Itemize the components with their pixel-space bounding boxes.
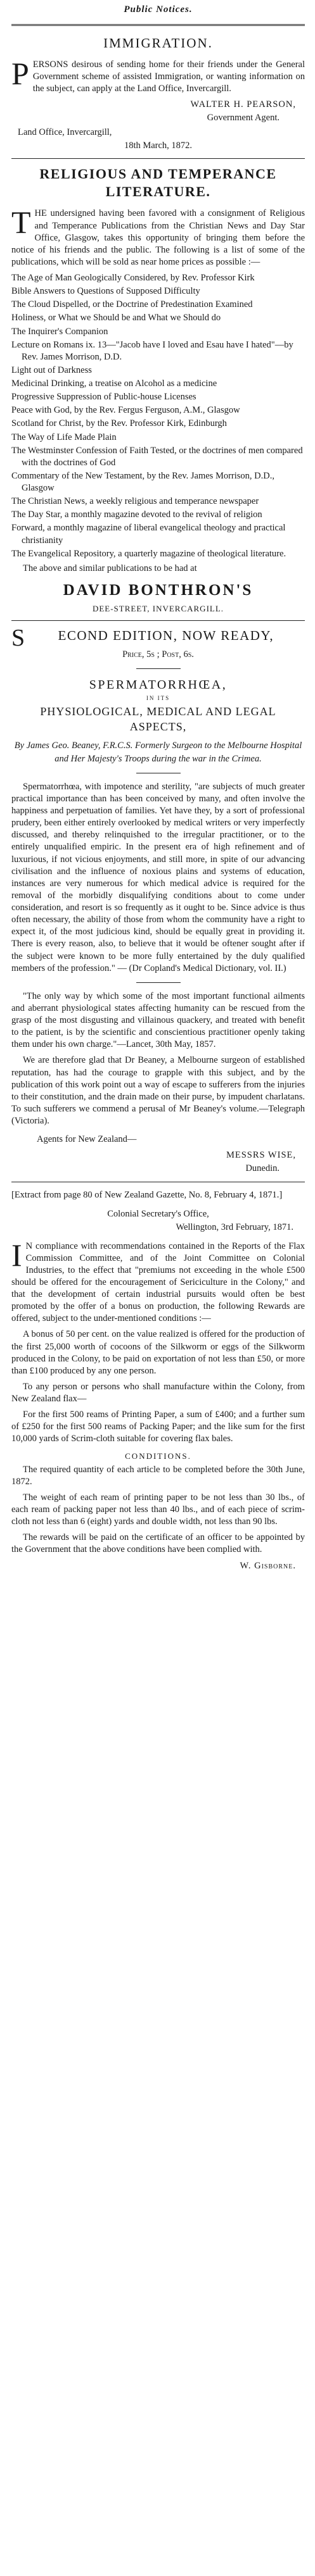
- gazette-paragraph-1: [11, 1237, 305, 1325]
- agents-label: Agents for New Zealand—: [37, 1134, 137, 1145]
- immigration-signature: WALTER H. PEARSON,: [190, 99, 296, 109]
- religious-notice: [11, 165, 305, 614]
- immigration-date: 18th March, 1872.: [124, 141, 193, 151]
- list-item: The Cloud Dispelled, or the Doctrine of Predestination Examined: [11, 299, 253, 310]
- list-item: Medicinal Drinking, a treatise on Alcohol as a medicine: [11, 378, 217, 389]
- immigration-notice: [11, 35, 305, 153]
- gazette-paragraph-6: The weight of each ream of printing paper to be not less than 30 lbs., of each ream of packing paper not less than 40 lbs., and of each piece of scrim-cloth not less than 6 (eight) yards and double width, not less than 90 lbs.: [11, 1492, 305, 1527]
- list-item: Holiness, or What we Should be and What we Should do: [11, 313, 221, 323]
- religious-outro: The above and similar publications to be had at: [23, 563, 197, 573]
- list-item: Bible Answers to Questions of Supposed Difficulty: [11, 286, 200, 297]
- religious-heading: RELIGIOUS AND TEMPERANCE LITERATURE.: [39, 166, 277, 199]
- gazette-signature: W. Gisborne.: [240, 1560, 296, 1571]
- gazette-paragraph-4: For the first 500 reams of Printing Paper, a sum of £400; and a further sum of £250 for the first 500 reams of Packing Paper; and the like sum for the first 10,000 yards of Scrim-cloth suitable for covering flax bales.: [11, 1410, 305, 1444]
- agents-name: MESSRS WISE,: [226, 1150, 296, 1161]
- gazette-drop-letter: I: [11, 1237, 22, 1273]
- review-paragraph-1: Spermatorrhœa, with impotence and sterility, "are subjects of much greater practical importance than has been conceived by many, and often involve the happiness and perpetuation of families. Yet have they, by a sort of professional prudery, been either entirely overlooked by medical writers or very imperfectly discussed, and thereby relinquished to the irregular practitioner, or to the entirely unqualified empiric. In the present era of high refinement and of luxurious, if not vicious enjoyments, and still more, in spite of our advancing civilisation and the influence of noxious plains and systems of education, instances are very numerous for which medical advice is required for the removal of the morbidly disqualifying conditions about to come under consideration, and resort is so frequently as it ought to be. Since advice is thus often necessary, the ability of those from whom the community have a right to expect it, of the most judicious kind, should be equally great in providing it. There is every reason, also, to believe that it would be oftener sought after if the subject were known to be more fully entertained by the duly qualified members of the profession." — (Dr Copland's Medical Dictionary, vol. II.): [11, 781, 305, 973]
- review-paragraph-2: "The only way by which some of the most important functional ailments and aberrant physiological states affecting humanity can be rescued from the grasp of the most disgusting and villainous quackery, and treated with benefit to the patient, is by the scientific and conscientious practitioner openly taking them under his own charge."—Lancet, 30th May, 1857.: [11, 991, 305, 1050]
- edition-text: ECOND EDITION, NOW READY,: [58, 628, 274, 644]
- immigration-signature-title: Government Agent.: [207, 113, 280, 123]
- list-item: Light out of Darkness: [11, 365, 92, 375]
- religious-drop-letter: T: [11, 204, 31, 241]
- gazette-extract: [Extract from page 80 of New Zealand Gazette, No. 8, February 4, 1871.]: [11, 1189, 283, 1200]
- spermatorrhoea-notice: [11, 627, 305, 1175]
- publication-list: [11, 272, 305, 560]
- list-item: The Inquirer's Companion: [11, 326, 108, 337]
- book-title: SPERMATORRHŒA,: [89, 678, 228, 692]
- book-title-connector: IN ITS: [146, 694, 170, 701]
- immigration-office: Land Office, Invercargill,: [18, 127, 112, 138]
- gazette-paragraph-7: The rewards will be paid on the certificate of an officer to be appointed by the Government that the above conditions have been complied with.: [11, 1532, 305, 1555]
- list-item: The Day Star, a monthly magazine devoted to the revival of religion: [11, 510, 262, 520]
- list-item: Commentary of the New Testament, by the Rev. James Morrison, D.D., Glasgow: [11, 470, 274, 494]
- list-item: Scotland for Christ, by the Rev. Professor Kirk, Edinburgh: [11, 418, 227, 429]
- edition-drop-letter: S: [11, 625, 26, 652]
- conditions-heading: CONDITIONS.: [125, 1451, 191, 1461]
- immigration-body-text: ERSONS desirous of sending home for their friends under the General Government scheme of assisted Immigration, or wanting information on the subject, can apply at the Land Office, Invercargill.: [32, 59, 305, 94]
- immigration-office-line: [11, 127, 305, 139]
- religious-intro: [11, 204, 305, 268]
- list-item: Forward, a monthly magazine of liberal evangelical theology and practical christianity: [11, 523, 286, 546]
- list-item: The Westminster Confession of Faith Tested, or the doctrines of men compared with the doctrines of God: [11, 445, 303, 468]
- list-item: The Age of Man Geologically Considered, by Rev. Professor Kirk: [11, 273, 255, 284]
- list-item: The Evangelical Repository, a quarterly magazine of theological literature.: [11, 548, 286, 559]
- gazette-notice: [11, 1189, 305, 1572]
- gazette-paragraph-5: The required quantity of each article to be completed before the 30th June, 1872.: [11, 1464, 305, 1487]
- edition-line: [11, 625, 305, 652]
- immigration-body: [11, 55, 305, 95]
- immigration-drop-letter: P: [11, 55, 29, 91]
- book-subtitle: PHYSIOLOGICAL, MEDICAL AND LEGAL ASPECTS,: [40, 705, 276, 733]
- list-item: Lecture on Romans ix. 13—"Jacob have I loved and Esau have I hated"—by Rev. James Morrison, D.D.: [11, 339, 293, 362]
- religious-intro-text: HE undersigned having been favored with a consignment of Religious and Temperance Publications from the Christian News and Day Star Office, Glasgow, takes this opportunity of bringing them before the notice of his friends and the public. The following is a list of some of the publications, which will be sold as near home prices as possible :—: [11, 208, 305, 267]
- agents-city: Dunedin.: [245, 1163, 280, 1174]
- masthead: Public Notices.: [124, 4, 193, 15]
- section-divider: [11, 158, 305, 159]
- masthead-divider: [11, 24, 305, 26]
- gazette-paragraph-2: A bonus of 50 per cent. on the value realized is offered for the production of the first 25,000 worth of cocoons of the Silkworm or eggs of the Silkworm produced in the Colony, to be paid on exportation of not less than £50, or more than £100 produced by any one person.: [11, 1329, 305, 1376]
- gazette-office: Colonial Secretary's Office,: [107, 1209, 209, 1220]
- review-paragraph-3: We are therefore glad that Dr Beaney, a Melbourne surgeon of established reputation, has had the courage to grapple with this subject, and by the publication of this work point out a way of escape to sufferers from the injuries to their constitution, and the drain made on their purse, by impudent charlatans. To such sufferers we commend a perusal of Mr Beaney's volume.—Telegraph (Victoria).: [11, 1055, 305, 1127]
- seller-address: DEE-STREET, INVERCARGILL.: [92, 603, 224, 613]
- book-author: By James Geo. Beaney, F.R.C.S. Formerly Surgeon to the Melbourne Hospital and Her Majesty's Troops during the war in the Crimea.: [14, 741, 302, 764]
- gazette-paragraph-1-text: N compliance with recommendations contained in the Reports of the Flax Commission Committee, and of the Joint Committee on Colonial Industries, to the effect that "premiums not exceeding in the whole £500 should be offered for the encouragement of Sericiculture in the Colony," and that the development of certain industrial pursuits would often be best promoted by the offer of a bonus on production, the following Rewards are offered, subject to the under-mentioned conditions :—: [11, 1241, 305, 1324]
- list-item: Progressive Suppression of Public-house Licenses: [11, 392, 196, 403]
- book-price: Price, 5s ; Post, 6s.: [122, 649, 194, 660]
- list-item: The Way of Life Made Plain: [11, 432, 117, 442]
- short-divider: [136, 668, 181, 669]
- list-item: The Christian News, a weekly religious and temperance newspaper: [11, 496, 259, 507]
- list-item: Peace with God, by the Rev. Fergus Ferguson, A.M., Glasgow: [11, 405, 240, 416]
- short-divider: [136, 982, 181, 983]
- gazette-date: Wellington, 3rd February, 1871.: [176, 1222, 293, 1233]
- immigration-heading: IMMIGRATION.: [103, 35, 213, 51]
- section-divider: [11, 620, 305, 621]
- seller-name: DAVID BONTHRON'S: [63, 581, 254, 599]
- gazette-paragraph-3: To any person or persons who shall manufacture within the Colony, from New Zealand flax—: [11, 1381, 305, 1404]
